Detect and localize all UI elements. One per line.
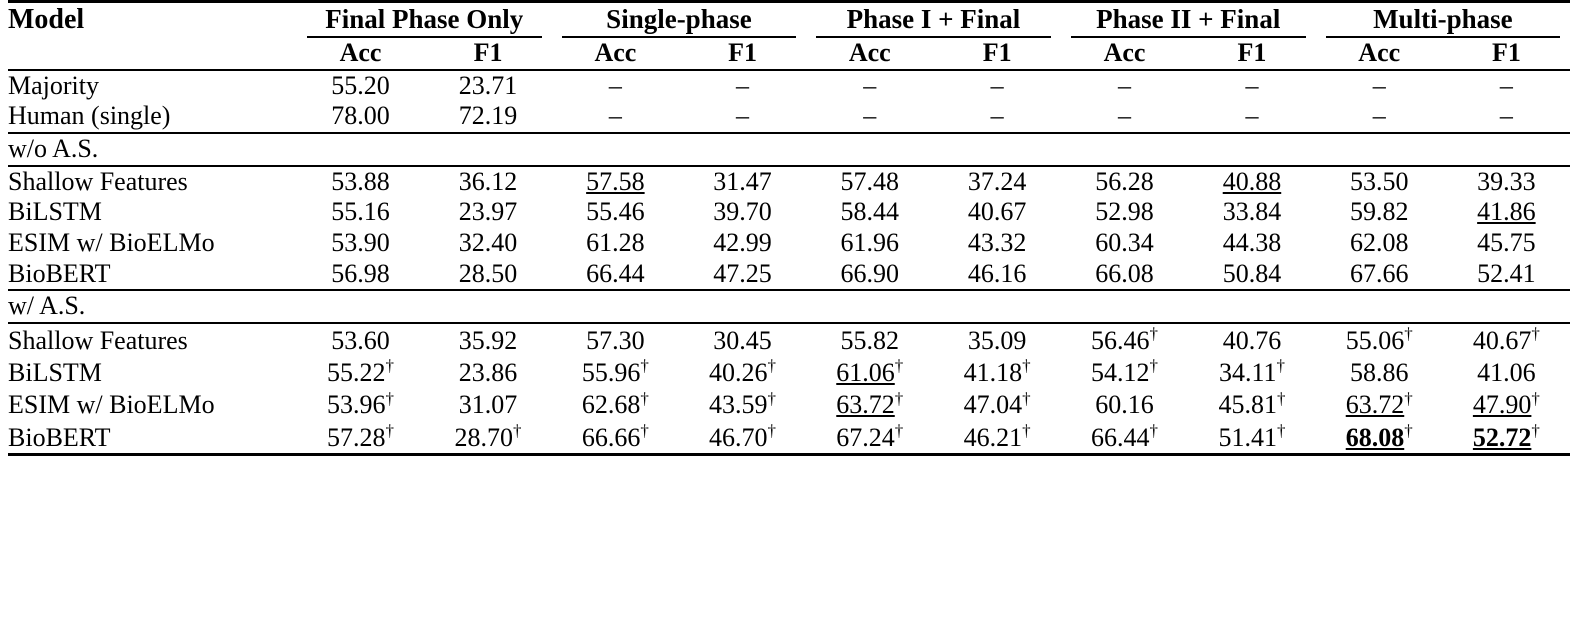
row-label: ESIM w/ BioELMo xyxy=(8,390,215,420)
cell-value: 53.96† xyxy=(326,388,394,420)
cell-value: 46.70† xyxy=(709,420,777,452)
row-label: BioBERT xyxy=(8,258,111,288)
cell-value: 31.07 xyxy=(458,390,518,420)
row-label: Human (single) xyxy=(8,101,171,131)
cell-value: 58.44 xyxy=(840,197,900,227)
cell-value: 39.70 xyxy=(713,197,772,227)
cell-value: 46.21† xyxy=(963,420,1031,452)
row-label: Shallow Features xyxy=(8,166,297,198)
group-header-3: Phase I + Final xyxy=(806,2,1061,36)
cell-value: 61.06† xyxy=(836,356,904,387)
cell-value: 46.16 xyxy=(967,258,1027,288)
column-header-acc-1: Acc xyxy=(339,37,382,67)
cell-value: 44.38 xyxy=(1222,227,1282,257)
cell-value: – xyxy=(1316,70,1443,102)
cell-value: 66.08 xyxy=(1095,258,1154,288)
cell-value: – xyxy=(1245,101,1259,131)
cell-value: 55.96† xyxy=(581,356,649,387)
cell-value: 47.90† xyxy=(1472,388,1540,420)
cell-value: 57.30 xyxy=(552,323,679,356)
cell-value: 53.90 xyxy=(331,227,390,257)
cell-value: 40.26† xyxy=(709,356,777,387)
cell-value: 53.88 xyxy=(297,166,425,198)
table-row xyxy=(8,166,1570,198)
cell-value: 45.81† xyxy=(1218,388,1286,420)
cell-value: 56.28 xyxy=(1061,166,1188,198)
table-row xyxy=(8,259,1570,291)
cell-value: – xyxy=(1118,101,1132,131)
column-header-f1-1: F1 xyxy=(473,37,503,67)
cell-value: 60.34 xyxy=(1095,227,1154,257)
cell-value: 31.47 xyxy=(679,166,806,198)
cell-value: 66.90 xyxy=(840,258,900,288)
cell-value: 62.68† xyxy=(581,388,649,420)
results-table xyxy=(8,0,1570,487)
cell-value: 57.28† xyxy=(326,420,394,452)
cell-value: 30.45 xyxy=(679,323,806,356)
cell-value: 35.92 xyxy=(424,323,552,356)
cell-value: 33.84 xyxy=(1222,197,1282,227)
cell-value: 60.16 xyxy=(1095,390,1154,420)
table-row xyxy=(8,70,1570,102)
cell-value: – xyxy=(1061,70,1188,102)
row-label: Shallow Features xyxy=(8,323,297,356)
column-header-f1-3: F1 xyxy=(982,37,1012,67)
section-label-row xyxy=(8,290,1570,323)
cell-value: 68.08† xyxy=(1345,420,1413,452)
cell-value: 58.86 xyxy=(1349,357,1409,387)
cell-value: 67.24† xyxy=(836,420,904,452)
cell-value: 55.82 xyxy=(806,323,933,356)
column-header-f1-5: F1 xyxy=(1491,37,1521,67)
row-label: BioBERT xyxy=(8,422,111,452)
cell-value: 28.70† xyxy=(454,420,522,452)
column-header-acc-5: Acc xyxy=(1358,37,1401,67)
cell-value: 23.71 xyxy=(424,70,552,102)
cell-value: 23.97 xyxy=(458,197,518,227)
cell-value: 45.75 xyxy=(1477,227,1536,257)
cell-value: 61.96 xyxy=(840,227,900,257)
cell-value: – xyxy=(1443,70,1570,102)
cell-value: 40.67 xyxy=(967,197,1027,227)
cell-value: 57.58 xyxy=(552,166,679,198)
group-header-2: Single-phase xyxy=(552,2,806,36)
section-label: w/o A.S. xyxy=(8,133,1570,166)
cell-value: 37.24 xyxy=(933,166,1060,198)
cell-value: – xyxy=(990,101,1004,131)
cell-value: 62.08 xyxy=(1349,227,1409,257)
cell-value: 41.86 xyxy=(1477,197,1536,227)
cell-value: 52.98 xyxy=(1095,197,1154,227)
cell-value: 55.16 xyxy=(331,197,390,227)
cell-value: 59.82 xyxy=(1349,197,1409,227)
cell-value: 51.41† xyxy=(1218,420,1286,452)
cell-value: – xyxy=(1188,70,1315,102)
column-header-acc-4: Acc xyxy=(1103,37,1146,67)
cell-value: 66.66† xyxy=(581,420,649,452)
header-group-row xyxy=(8,2,1570,36)
cell-value: 40.76 xyxy=(1188,323,1315,356)
column-header-acc-2: Acc xyxy=(594,37,637,67)
group-header-1: Final Phase Only xyxy=(297,2,552,36)
cell-value: – xyxy=(806,70,933,102)
cell-value: 53.60 xyxy=(297,323,425,356)
column-header-f1-2: F1 xyxy=(728,37,757,67)
cell-value: 55.06† xyxy=(1316,323,1443,356)
cell-value: – xyxy=(933,70,1060,102)
cell-value: 56.46† xyxy=(1061,323,1188,356)
cell-value: 36.12 xyxy=(424,166,552,198)
cell-value: 52.41 xyxy=(1477,258,1536,288)
cell-value: – xyxy=(552,70,679,102)
cell-value: 39.33 xyxy=(1443,166,1570,198)
table-row xyxy=(8,228,1570,259)
column-header-f1-4: F1 xyxy=(1237,37,1267,67)
table-row xyxy=(8,389,1570,421)
cell-value: 66.44 xyxy=(586,258,645,288)
cell-value: 55.20 xyxy=(297,70,425,102)
cell-value: 55.22† xyxy=(326,356,394,387)
section-label-row xyxy=(8,133,1570,166)
column-header-acc-3: Acc xyxy=(848,37,891,67)
results-table-body xyxy=(8,2,1570,487)
cell-value: 66.44† xyxy=(1091,420,1159,452)
cell-value: 53.50 xyxy=(1316,166,1443,198)
cell-value: 41.06 xyxy=(1477,357,1536,387)
cell-value: 56.98 xyxy=(331,258,390,288)
table-row xyxy=(8,197,1570,228)
cell-value: – xyxy=(679,70,806,102)
cell-value: – xyxy=(863,101,877,131)
cell-value: 55.46 xyxy=(586,197,645,227)
cell-value: 34.11† xyxy=(1218,356,1285,387)
table-row xyxy=(8,421,1570,455)
column-header-model: Model xyxy=(8,2,297,70)
row-label: BiLSTM xyxy=(8,357,102,387)
cell-value: 78.00 xyxy=(331,101,390,131)
row-label: ESIM w/ BioELMo xyxy=(8,227,215,257)
cell-value: 54.12† xyxy=(1091,356,1159,387)
cell-value: 40.88 xyxy=(1188,166,1315,198)
cell-value: 52.72† xyxy=(1472,420,1540,452)
cell-value: 57.48 xyxy=(806,166,933,198)
cell-value: 35.09 xyxy=(933,323,1060,356)
cell-value: 63.72† xyxy=(1345,388,1413,420)
cell-value: – xyxy=(608,101,622,131)
cell-value: 41.18† xyxy=(963,356,1031,387)
cell-value: 28.50 xyxy=(458,258,518,288)
cell-value: 47.25 xyxy=(713,258,772,288)
cell-value: 43.32 xyxy=(967,227,1027,257)
table-bottom-rule xyxy=(8,455,1570,487)
table-row xyxy=(8,356,1570,388)
cell-value: 40.67† xyxy=(1443,323,1570,356)
cell-value: 67.66 xyxy=(1349,258,1409,288)
table-row xyxy=(8,323,1570,356)
cell-value: 47.04† xyxy=(963,388,1031,420)
cell-value: 61.28 xyxy=(586,227,645,257)
cell-value: – xyxy=(1499,101,1513,131)
cell-value: 32.40 xyxy=(458,227,518,257)
section-label: w/ A.S. xyxy=(8,290,1570,323)
cell-value: 50.84 xyxy=(1222,258,1282,288)
cell-value: 63.72† xyxy=(836,388,904,420)
row-label: Majority xyxy=(8,70,297,102)
row-label: BiLSTM xyxy=(8,197,102,227)
table-row xyxy=(8,101,1570,133)
cell-value: – xyxy=(736,101,750,131)
group-header-5: Multi-phase xyxy=(1316,2,1570,36)
cell-value: 23.86 xyxy=(458,357,518,387)
cell-value: 42.99 xyxy=(713,227,772,257)
bottom-rule-cell xyxy=(8,455,1570,487)
cell-value: 43.59† xyxy=(709,388,777,420)
cell-value: 72.19 xyxy=(458,101,518,131)
cell-value: – xyxy=(1372,101,1386,131)
group-header-4: Phase II + Final xyxy=(1061,2,1316,36)
